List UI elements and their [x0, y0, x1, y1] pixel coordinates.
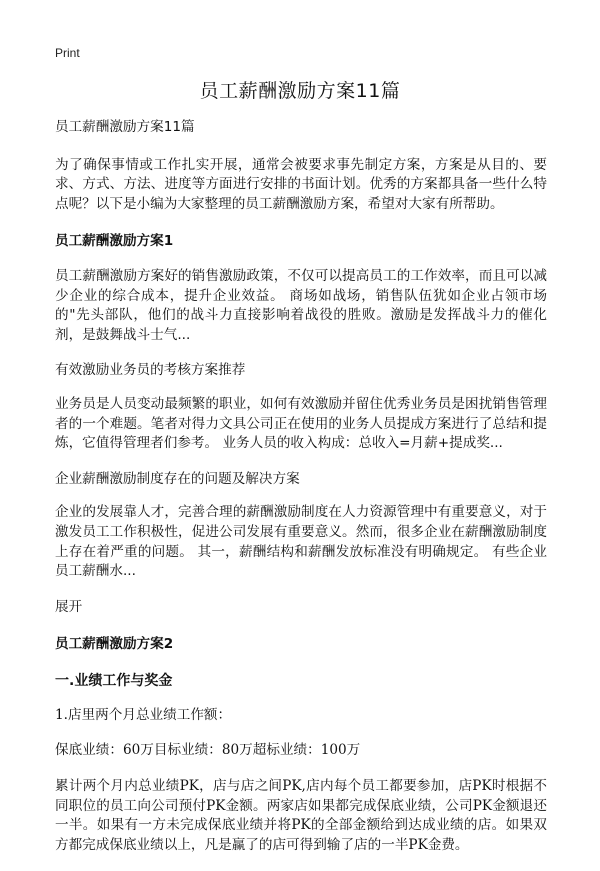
section-2-heading: 员工薪酬激励方案2 [55, 636, 174, 653]
section-1-body: 员工薪酬激励方案好的销售激励政策，不仅可以提高员工的工作效率，而且可以减少企业的综合成本，提升企业效益。 商场如战场，销售队伍犹如企业占领市场的"先头部队，他们的战斗力直接影响着战役的胜败。激励是发挥战斗力的催化剂，是鼓舞战斗士气... [55, 267, 547, 343]
document-content [55, 118, 547, 871]
document-subtitle: 员工薪酬激励方案11篇 [55, 119, 195, 135]
article-summary: 企业的发展靠人才，完善合理的薪酬激励制度在人力资源管理中有重要意义，对于激发员工工作积极性，促进公司发展有重要意义。然而，很多企业在薪酬激励制度上存在着严重的问题。 其一，薪酬结构和薪酬发放标准没有明确规定。 有些企业员工薪酬水... [55, 504, 547, 580]
intro-paragraph: 为了确保事情或工作扎实开展，通常会被要求事先制定方案，方案是从目的、要求、方式、方法、进度等方面进行安排的书面计划。优秀的方案都具备一些什么特点呢？以下是小编为大家整理的员工薪酬激励方案，希望对大家有所帮助。 [55, 156, 547, 212]
article-title[interactable]: 有效激励业务员的考核方案推荐 [55, 362, 246, 379]
section-1-heading: 员工薪酬激励方案1 [55, 233, 174, 250]
expand-button[interactable]: 展开 [55, 598, 83, 615]
list-item: 保底业绩：60万目标业绩：80万超标业绩：100万 [55, 742, 361, 759]
print-link[interactable]: Print [55, 46, 80, 60]
article-title[interactable]: 企业薪酬激励制度存在的问题及解决方案 [55, 470, 300, 487]
section-2-subheading: 一.业绩工作与奖金 [55, 672, 173, 689]
list-item: 1.店里两个月总业绩工作额： [55, 706, 232, 723]
article-summary: 业务员是人员变动最频繁的职业，如何有效激励并留住优秀业务员是困扰销售管理者的一个难题。笔者对得力文具公司正在使用的业务人员提成方案进行了总结和提炼，它值得管理者们参考。 业务人员的收入构成：总收入=月薪+提成奖... [55, 395, 547, 452]
document-title: 员工薪酬激励方案11篇 [199, 80, 401, 102]
list-item: 累计两个月内总业绩PK，店与店之间PK,店内每个员工都要参加，店PK时根据不同职位的员工向公司预付PK金额。两家店如果都完成保底业绩，公司PK金额退还一半。如果有一方未完成保底业绩并将PK的全部金额给到达成业绩的店。如果双方都完成保底业绩以上，凡是赢了的店可得到输了店的一半PK金费。 [55, 778, 547, 853]
